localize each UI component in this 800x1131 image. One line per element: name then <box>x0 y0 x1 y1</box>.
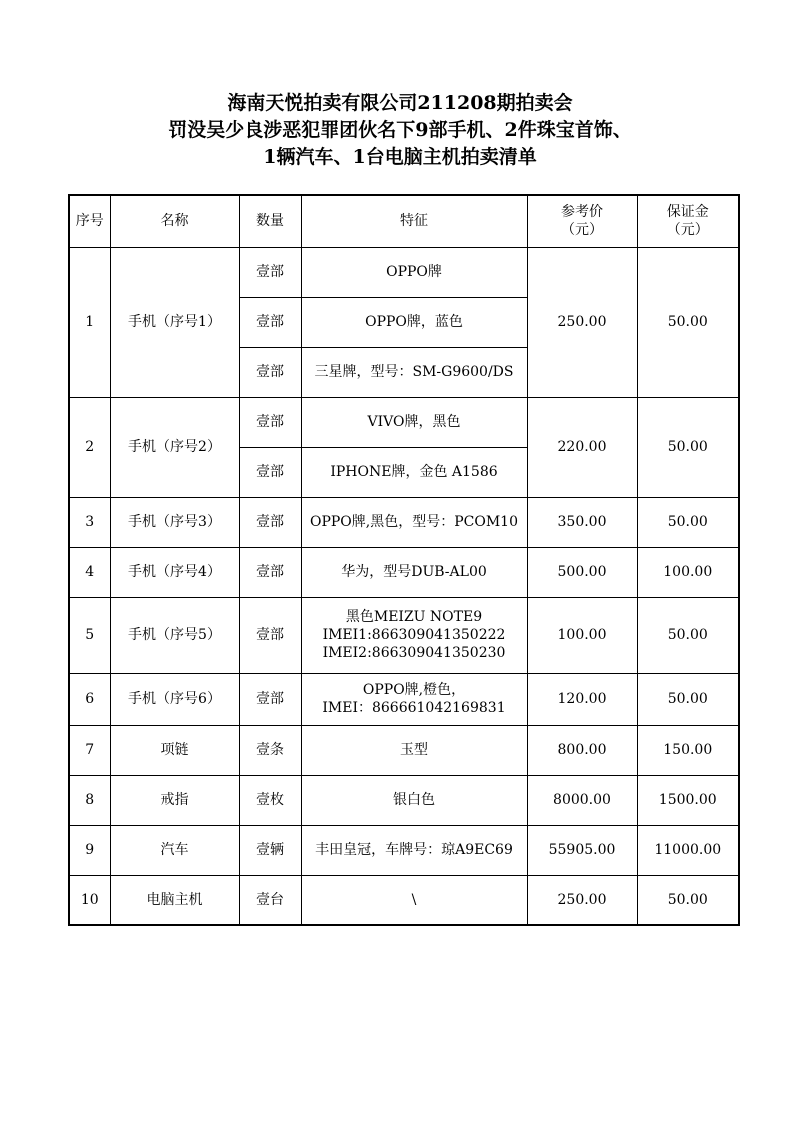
cell-index: 2 <box>69 397 110 497</box>
cell-quantity: 壹部 <box>239 247 301 297</box>
cell-name: 手机（序号2） <box>110 397 239 497</box>
cell-deposit: 50.00 <box>637 875 739 925</box>
cell-price: 350.00 <box>527 497 637 547</box>
cell-price: 250.00 <box>527 875 637 925</box>
header-deposit-line2: （元） <box>666 222 709 239</box>
cell-feature: 玉型 <box>301 725 527 775</box>
table-row <box>69 497 739 547</box>
cell-deposit: 11000.00 <box>637 825 739 875</box>
cell-index: 5 <box>69 597 110 673</box>
table-row <box>69 775 739 825</box>
cell-deposit: 50.00 <box>637 673 739 725</box>
feature-line: OPPO牌,橙色， <box>362 682 466 698</box>
feature-line: IMEI2:866309041350230 <box>322 645 506 661</box>
cell-index: 9 <box>69 825 110 875</box>
cell-deposit: 50.00 <box>637 497 739 547</box>
cell-name: 汽车 <box>110 825 239 875</box>
table-row <box>69 825 739 875</box>
cell-price: 800.00 <box>527 725 637 775</box>
cell-name: 手机（序号1） <box>110 247 239 397</box>
cell-price: 250.00 <box>527 247 637 397</box>
cell-price: 500.00 <box>527 547 637 597</box>
cell-name: 电脑主机 <box>110 875 239 925</box>
cell-feature <box>301 673 527 725</box>
header-price-line1: 参考价 <box>561 204 603 221</box>
cell-feature: OPPO牌 <box>301 247 527 297</box>
cell-quantity: 壹部 <box>239 397 301 447</box>
cell-quantity: 壹部 <box>239 597 301 673</box>
header-index: 序号 <box>69 195 110 247</box>
cell-feature: 三星牌，型号：SM-G9600/DS <box>301 347 527 397</box>
cell-name: 手机（序号5） <box>110 597 239 673</box>
cell-quantity: 壹部 <box>239 497 301 547</box>
header-deposit-line1: 保证金 <box>666 204 709 221</box>
header-name: 名称 <box>110 195 239 247</box>
cell-quantity: 壹台 <box>239 875 301 925</box>
cell-quantity: 壹部 <box>239 547 301 597</box>
cell-deposit: 50.00 <box>637 597 739 673</box>
cell-name: 戒指 <box>110 775 239 825</box>
cell-name: 项链 <box>110 725 239 775</box>
cell-index: 3 <box>69 497 110 547</box>
cell-quantity: 壹部 <box>239 297 301 347</box>
cell-deposit: 100.00 <box>637 547 739 597</box>
cell-feature: VIVO牌，黑色 <box>301 397 527 447</box>
cell-feature: 华为，型号DUB-AL00 <box>301 547 527 597</box>
cell-feature: IPHONE牌，金色 A1586 <box>301 447 527 497</box>
cell-quantity: 壹辆 <box>239 825 301 875</box>
table-row <box>69 547 739 597</box>
cell-feature: 银白色 <box>301 775 527 825</box>
table-row <box>69 247 739 297</box>
header-quantity: 数量 <box>239 195 301 247</box>
cell-price: 8000.00 <box>527 775 637 825</box>
table-header-row <box>69 195 739 247</box>
table-row <box>69 597 739 673</box>
title-line-2: 罚没吴少良涉恶犯罪团伙名下9部手机、2件珠宝首饰、 <box>168 119 632 141</box>
cell-deposit: 1500.00 <box>637 775 739 825</box>
header-price <box>527 195 637 247</box>
document-title <box>0 90 800 171</box>
cell-index: 7 <box>69 725 110 775</box>
cell-index: 8 <box>69 775 110 825</box>
cell-deposit: 50.00 <box>637 397 739 497</box>
cell-price: 100.00 <box>527 597 637 673</box>
title-line-1: 海南天悦拍卖有限公司211208期拍卖会 <box>227 92 573 114</box>
cell-quantity: 壹条 <box>239 725 301 775</box>
cell-deposit: 150.00 <box>637 725 739 775</box>
cell-index: 6 <box>69 673 110 725</box>
cell-feature: OPPO牌,黑色，型号：PCOM10 <box>301 497 527 547</box>
cell-name: 手机（序号3） <box>110 497 239 547</box>
cell-price: 220.00 <box>527 397 637 497</box>
cell-price: 120.00 <box>527 673 637 725</box>
cell-index: 4 <box>69 547 110 597</box>
table-row <box>69 725 739 775</box>
cell-index: 1 <box>69 247 110 397</box>
auction-list-table <box>68 194 740 926</box>
header-deposit <box>637 195 739 247</box>
cell-quantity: 壹部 <box>239 673 301 725</box>
cell-price: 55905.00 <box>527 825 637 875</box>
cell-quantity: 壹部 <box>239 347 301 397</box>
feature-line: IMEI1:866309041350222 <box>322 627 506 643</box>
feature-line: IMEI：866661042169831 <box>322 700 506 716</box>
cell-name: 手机（序号6） <box>110 673 239 725</box>
cell-quantity: 壹部 <box>239 447 301 497</box>
cell-feature <box>301 597 527 673</box>
title-line-3: 1辆汽车、1台电脑主机拍卖清单 <box>263 146 537 168</box>
cell-quantity: 壹枚 <box>239 775 301 825</box>
header-feature: 特征 <box>301 195 527 247</box>
cell-feature: OPPO牌，蓝色 <box>301 297 527 347</box>
header-price-line2: （元） <box>561 222 603 239</box>
cell-feature: \ <box>301 875 527 925</box>
feature-line: 黑色MEIZU NOTE9 <box>345 609 483 625</box>
cell-index: 10 <box>69 875 110 925</box>
table-row <box>69 397 739 447</box>
table-row <box>69 673 739 725</box>
cell-feature: 丰田皇冠，车牌号：琼A9EC69 <box>301 825 527 875</box>
table-row <box>69 875 739 925</box>
cell-name: 手机（序号4） <box>110 547 239 597</box>
cell-deposit: 50.00 <box>637 247 739 397</box>
